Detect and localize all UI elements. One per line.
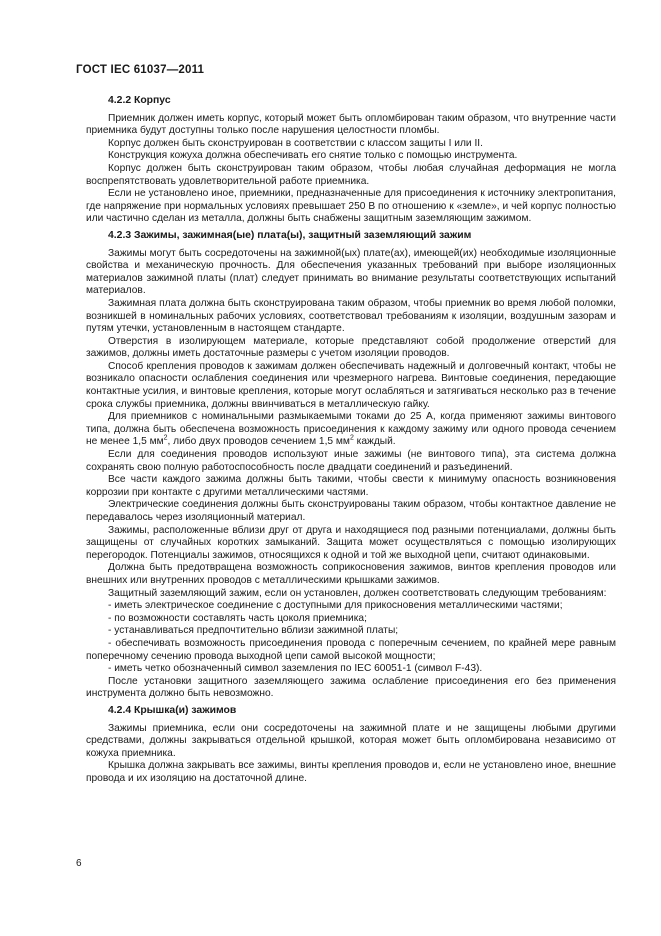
text: каждый. <box>353 436 396 448</box>
superscript: 2 <box>163 435 168 443</box>
text: Для приемников с номинальными размыкаемыми токами до 25 А, когда применяют зажимы винтового типа, должна быть обеспечена возможность присоединения к каждому зажиму или одного провода сечением не менее 1,5 мм <box>86 411 616 448</box>
paragraph-wire-section <box>86 411 616 449</box>
list-item: - иметь электрическое соединение с доступными для прикосновения металлическими частями; <box>108 600 563 612</box>
paragraph: Конструкция кожуха должна обеспечивать его снятие только с помощью инструмента. <box>108 150 518 162</box>
paragraph: Если для соединения проводов используют иные зажимы (не винтового типа), эта система должна сохранять свою полную работоспособность после двадцати соединений и разъединений. <box>86 449 616 473</box>
standard-header: ГОСТ IEC 61037—2011 <box>76 64 205 76</box>
list-item: - обеспечивать возможность присоединения провода с поперечным сечением, по крайней мере равным поперечному сечению провода выходной цепи самой высокой мощности; <box>86 637 616 662</box>
paragraph: После установки защитного заземляющего зажима ослабление присоединения его без применения инструмента должно быть невозможно. <box>86 675 616 700</box>
paragraph: Должна быть предотвращена возможность соприкосновения зажимов, винтов крепления проводов или внешних или внутренних проводов с металлическими крышками зажимов. <box>86 562 616 586</box>
paragraph: Отверстия в изолирующем материале, которые представляют собой продолжение отверстий для зажимов, должны иметь достаточные размеры с учетом изоляции проводов. <box>86 335 616 360</box>
paragraph: Зажимы приемника, если они сосредоточены на зажимной плате и не защищены любыми другими средствами, должны закрываться отдельной крышкой, которая может быть опломбирована независимо от кожуха приемника. <box>86 722 616 759</box>
paragraph: Зажимная плата должна быть сконструирована таким образом, чтобы приемник во время любой поломки, возникшей в номинальных рабочих условиях, соответствовал требованиям к изоляции, воздушным зазорам и путям утечки, установленным в настоящем стандарте. <box>86 297 616 335</box>
paragraph: Зажимы могут быть сосредоточены на зажимной(ых) плате(ах), имеющей(их) необходимые изоляционные свойства и механическую прочность. Для обеспечения указанных требований при выборе изоляционных материалов зажимной платы (плат) следует принимать во внимание результаты соответствующих испытаний материалов. <box>86 247 616 297</box>
section-heading-4-2-2: 4.2.2 Корпус <box>108 95 171 106</box>
list-item: - иметь четко обозначенный символ заземления по IEC 60051-1 (символ F-43). <box>108 663 483 675</box>
section-heading-4-2-4: 4.2.4 Крышка(и) зажимов <box>108 704 237 716</box>
section-heading-4-2-3: 4.2.3 Зажимы, зажимная(ые) плата(ы), защитный заземляющий зажим <box>108 229 472 241</box>
paragraph: Электрические соединения должны быть сконструированы таким образом, чтобы контактное давление не передавалось через изоляционный материал. <box>86 499 616 523</box>
list-item: - устанавливаться предпочтительно вблизи зажимной платы; <box>108 625 399 637</box>
paragraph: Корпус должен быть сконструирован таким образом, чтобы любая случайная деформация не могла воспрепятствовать удовлетворительной работе приемника. <box>86 162 616 187</box>
page-content <box>86 95 616 785</box>
page-number: 6 <box>76 858 82 869</box>
text: , либо двух проводов сечением 1,5 мм <box>167 436 350 448</box>
paragraph: Крышка должна закрывать все зажимы, винты крепления проводов и, если не установлено иное, внешние провода и их изоляцию на достаточной длине. <box>86 760 616 784</box>
list-item: - по возможности составлять часть цоколя приемника; <box>108 612 367 624</box>
paragraph: Зажимы, расположенные вблизи друг от друга и находящиеся под разными потенциалами, должны быть защищены от случайных коротких замыканий. Защита может осуществляться с помощью изолирующих перегородок. Потенциалы зажимов, относящихся к одной и той же выходной цепи, считают одинаковыми. <box>86 524 616 561</box>
paragraph: Защитный заземляющий зажим, если он установлен, должен соответствовать следующим требованиям: <box>108 587 607 599</box>
superscript: 2 <box>349 435 354 443</box>
paragraph: Приемник должен иметь корпус, который может быть опломбирован таким образом, что внутренние части приемника будут доступны только после нарушения целостности пломбы. <box>86 112 616 137</box>
paragraph: Все части каждого зажима должны быть такими, чтобы свести к минимуму опасность возникновения коррозии при контакте с другими металлическими частями. <box>86 474 616 498</box>
paragraph: Способ крепления проводов к зажимам должен обеспечивать надежный и долговечный контакт, чтобы не возникало опасности ослабления соединения или чрезмерного нагрева. Винтовые соединения, передающие контактные усилия, и винтовые крепления, которые могут ослабляться и затягиваться несколько раз в течение срока службы приемника, должны ввинчиваться в металлическую гайку. <box>86 360 616 410</box>
paragraph: Если не установлено иное, приемники, предназначенные для присоединения к источнику электропитания, где напряжение при нормальных условиях превышает 250 В по отношению к «земле», и чей корпус полностью или частично сделан из металла, должны быть снабжены защитным заземляющим зажимом. <box>86 188 616 225</box>
paragraph: Корпус должен быть сконструирован в соответствии с классом защиты I или II. <box>108 137 483 149</box>
